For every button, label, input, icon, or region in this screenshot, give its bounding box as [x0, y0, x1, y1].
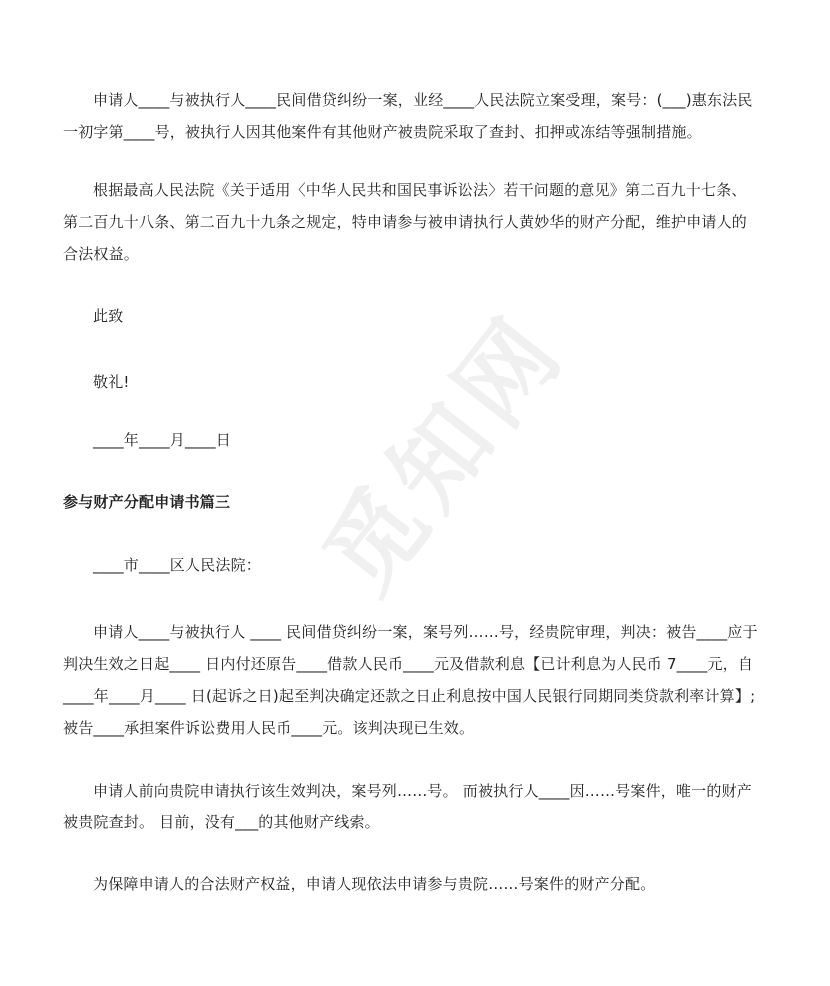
paragraph-5-line: 为保障申请人的合法财产权益，申请人现依法申请参与贵院……号案件的财产分配。	[93, 875, 656, 893]
paragraph-1-line: 一初字第____号，被执行人因其他案件有其他财产被贵院采取了查封、扣押或冻结等强制措施。	[63, 123, 702, 141]
closing-respect: 敬礼!	[93, 373, 130, 391]
paragraph-2-line: 根据最高人民法院《关于适用〈中华人民共和国民事诉讼法〉若干问题的意见》第二百九十七条、	[93, 181, 747, 199]
closing-salutation: 此致	[93, 307, 124, 325]
paragraph-2-line: 第二百九十八条、第二百九十九条之规定，特申请参与被申请执行人黄妙华的财产分配，维护申请人的	[63, 213, 748, 231]
watermark: 觅知网	[302, 293, 587, 613]
section-heading: 参与财产分配申请书篇三	[63, 493, 231, 511]
paragraph-3-line: 判决生效之日起____ 日内付还原告____借款人民币____元及借款利息【已计利息为人民币 7____元，自	[63, 655, 754, 673]
paragraph-3-line: 被告____承担案件诉讼费用人民币____元。该判决现已生效。	[63, 719, 475, 737]
paragraph-1-line: 申请人____与被执行人____民间借贷纠纷一案，业经____人民法院立案受理，案号：(___)惠东法民	[93, 91, 753, 109]
paragraph-2-line: 合法权益。	[63, 245, 140, 263]
paragraph-4-line: 被贵院查封。 目前，没有___的其他财产线索。	[63, 813, 380, 831]
paragraph-4-line: 申请人前向贵院申请执行该生效判决，案号列……号。 而被执行人____因……号案件，唯一的财产	[93, 782, 752, 800]
date-line: ____年____月____日	[93, 431, 232, 449]
paragraph-3-line: 申请人____与被执行人 ____ 民间借贷纠纷一案，案号列……号，经贵院审理，判决：被告____应于	[93, 623, 758, 641]
paragraph-3-line: ____年____月____ 日(起诉之日)起至判决确定还款之日止利息按中国人民银行同期同类贷款利率计算】;	[63, 687, 756, 705]
addressee: ____市____区人民法院：	[93, 556, 262, 574]
